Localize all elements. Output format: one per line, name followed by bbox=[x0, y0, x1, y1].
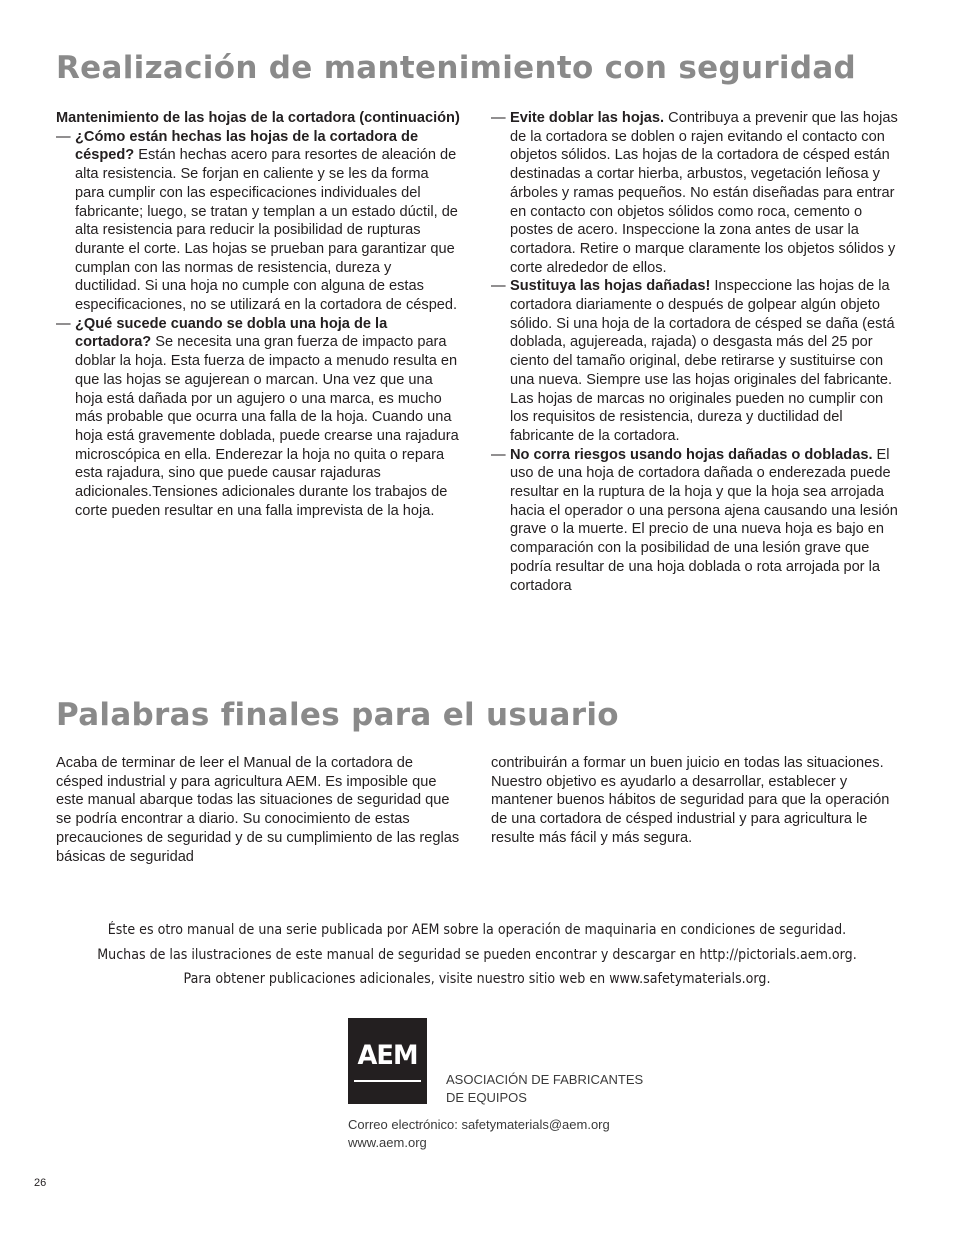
subsection-title: Mantenimiento de las hojas de la cortadora (continuación) bbox=[56, 110, 460, 126]
list-item bbox=[56, 128, 461, 315]
final-words-right-column bbox=[491, 754, 901, 848]
item-text: El uso de una hoja de cortadora dañada o enderezada puede resultar en la ruptura de la hoja y que la hoja sea arrojada hacia el operador o una persona ajena causando una lesión grave o la muerte. El precio de una nueva hoja es bajo en comparación con la posibilidad de una lesión grave que podría resultar de una hoja doblada o rota arrojada por la cortadora bbox=[510, 446, 898, 594]
item-text: Están hechas acero para resortes de aleación de alta resistencia. Se forjan en caliente y se les da forma para cumplir con las especificaciones individuales del fabricante; luego, se tratan y templan a un estado dúctil, de alta resistencia para reducir la posibilidad de rupturas durante el corte. Las hojas se prueban para garantizar que cumplan con las normas de resistencia, dureza y ductilidad. Si una hoja no cumple con alguna de estas especificaciones, no se utilizará en la cortadora de césped. bbox=[75, 147, 458, 314]
association-line: ASOCIACIÓN DE FABRICANTES bbox=[446, 1072, 644, 1087]
item-text: Se necesita una gran fuerza de impacto para doblar la hoja. Esta fuerza de impacto a menudo resulta en que las hojas se agujerean o marcan. Una vez que una hoja está dañada por un agujero o una marca, es mucho más probable que ocurra una falla de la hoja. Cuando una hoja está gravemente doblada, puede crearse una rajadura microscópica en ella. Enderezar la hoja no quita o repara esta rajadura, sino que puede causar rajaduras adicionales.Tensiones adicionales durante los trabajos de corte pueden resultar en una falla imprevista de la hoja. bbox=[75, 334, 459, 519]
list-item bbox=[491, 109, 901, 277]
final-words-left-column bbox=[56, 754, 461, 866]
item-lead: No corra riesgos usando hojas dañadas o dobladas. bbox=[510, 446, 873, 463]
final-paragraph-right: contribuirán a formar un buen juicio en todas las situaciones. Nuestro objetivo es ayudarlo a desarrollar, establecer y mantener buenos hábitos de seguridad para que la operación de una cortadora de césped industrial y para agricultura le resulte más fácil y más segura. bbox=[491, 755, 890, 846]
list-item bbox=[56, 315, 461, 521]
contact-website: www.aem.org bbox=[348, 1134, 427, 1150]
publication-note-line: Para obtener publicaciones adicionales, visite nuestro sitio web en www.safetymaterials.org. bbox=[183, 971, 771, 987]
association-line: DE EQUIPOS bbox=[446, 1089, 527, 1105]
contact-info bbox=[348, 1116, 610, 1151]
aem-logo bbox=[348, 1018, 427, 1104]
dash-bullet: — bbox=[491, 110, 506, 126]
logo-rule bbox=[354, 1080, 421, 1082]
dash-bullet: — bbox=[491, 278, 506, 295]
dash-bullet: — bbox=[56, 315, 71, 332]
publication-note-line: Muchas de las ilustraciones de este manual de seguridad se pueden encontrar y descargar en http://pictorials.aem.org. bbox=[97, 946, 857, 963]
contact-email: Correo electrónico: safetymaterials@aem.org bbox=[348, 1117, 610, 1132]
item-text: Inspeccione las hojas de la cortadora diariamente o después de golpear algún objeto sólido. Si una hoja de la cortadora de césped se daña (está doblada, agujereada, rajada) o desgasta más del 25 por ciento del tamaño original, debe retirarse y sustituirse con una nueva. Siempre use las hojas originales del fabricante. Las hojas de marcas no originales pueden no cumplir con los requisitos de resistencia, dureza y ductilidad del fabricante de la cortadora. bbox=[510, 278, 895, 444]
association-name bbox=[446, 1071, 643, 1106]
item-lead: Sustituya las hojas dañadas! bbox=[510, 278, 711, 295]
publication-note bbox=[84, 918, 871, 992]
item-lead: Evite doblar las hojas. bbox=[510, 110, 665, 126]
final-paragraph-left: Acaba de terminar de leer el Manual de la cortadora de césped industrial y para agricultura AEM. Es imposible que este manual abarque todas las situaciones de seguridad que se podría encontrar a diario. Su conocimiento de estas precauciones de seguridad y de su cumplimiento de las reglas básicas de seguridad bbox=[56, 755, 460, 865]
dash-bullet: — bbox=[491, 446, 506, 463]
page-number: 26 bbox=[34, 1177, 47, 1189]
maintenance-right-column bbox=[491, 109, 901, 595]
section-heading-final-words: Palabras finales para el usuario bbox=[56, 697, 619, 733]
aem-logo-text: AEM bbox=[357, 1040, 418, 1071]
publication-note-line: Éste es otro manual de una serie publicada por AEM sobre la operación de maquinaria en condiciones de seguridad. bbox=[107, 922, 847, 938]
list-item bbox=[491, 277, 901, 445]
section-heading-maintenance: Realización de mantenimiento con seguridad bbox=[56, 50, 857, 86]
dash-bullet: — bbox=[56, 128, 71, 145]
maintenance-left-column bbox=[56, 109, 461, 520]
item-lead: ¿Cómo están hechas las hojas de la cortadora de césped? bbox=[75, 128, 419, 164]
item-lead: ¿Qué sucede cuando se dobla una hoja de la cortadora? bbox=[75, 315, 388, 351]
list-item bbox=[491, 446, 901, 596]
item-text: Contribuya a prevenir que las hojas de la cortadora se doblen o rajen evitando el contacto con objetos sólidos. Las hojas de la cortadora de césped están destinadas a cortar hierba, arbustos, vegetación leñosa y árboles y ramas pequeños. No están diseñadas para entrar en contacto con objetos sólidos como roca, cemento o postes de acero. Inspeccione la zona antes de usar la cortadora. Retire o marque claramente los objetos sólidos y corte alrededor de ellos. bbox=[510, 110, 898, 276]
